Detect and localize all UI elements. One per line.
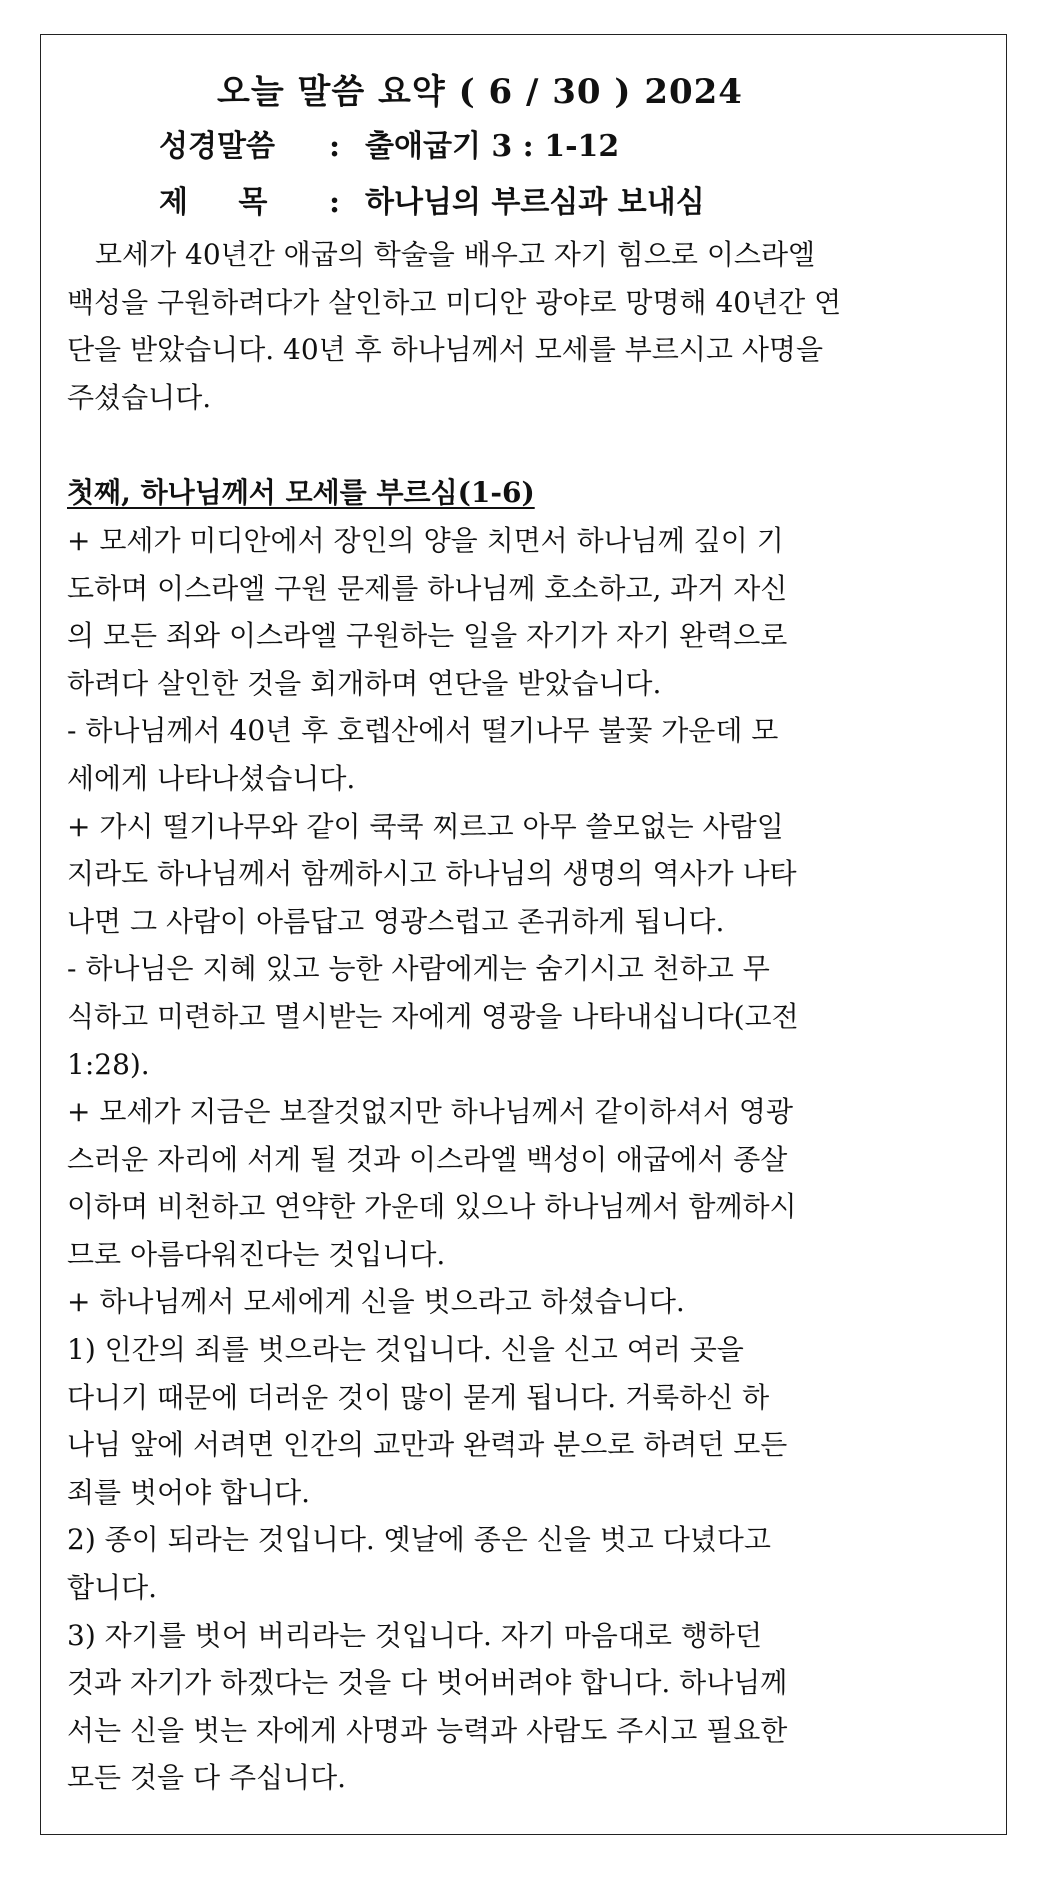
- subject-value: 하나님의 부르심과 보내심: [365, 185, 705, 220]
- body-line: 지라도 하나님께서 함께하시고 하나님의 생명의 역사가 나타: [67, 857, 797, 891]
- section-title: 첫째, 하나님께서 모세를 부르심(1-6): [67, 476, 535, 510]
- subject-row: [159, 175, 982, 231]
- body-line: + 하나님께서 모세에게 신을 벗으라고 하셨습니다.: [67, 1285, 685, 1319]
- body-line: 합니다.: [67, 1571, 158, 1605]
- intro-line: 모세가 40년간 애굽의 학술을 배우고 자기 힘으로 이스라엘: [67, 238, 816, 271]
- body-line: + 모세가 미디안에서 장인의 양을 치면서 하나님께 깊이 기: [67, 523, 784, 557]
- subject-colon: :: [329, 185, 341, 220]
- body-line: 것과 자기가 하겠다는 것을 다 벗어버려야 합니다. 하나님께: [67, 1666, 788, 1700]
- body-line: - 하나님은 지혜 있고 능한 사람에게는 숨기시고 천하고 무: [67, 952, 770, 986]
- body-line: 나님 앞에 서려면 인간의 교만과 완력과 분으로 하려던 모든: [67, 1428, 788, 1462]
- body-line: 의 모든 죄와 이스라엘 구원하는 일을 자기가 자기 완력으로: [67, 619, 788, 653]
- subject-label: 제 목: [159, 185, 288, 220]
- body-line: 1:28).: [67, 1047, 150, 1081]
- intro-paragraph: [67, 231, 982, 421]
- intro-line: 주셨습니다.: [67, 380, 212, 414]
- body-line: 2) 종이 되라는 것입니다. 옛날에 종은 신을 벗고 다녔다고: [67, 1523, 771, 1557]
- scripture-value: 출애굽기 3 : 1-12: [365, 129, 620, 164]
- body-line: 하려다 살인한 것을 회개하며 연단을 받았습니다.: [67, 666, 662, 700]
- body-line: 서는 신을 벗는 자에게 사명과 능력과 사람도 주시고 필요한: [67, 1713, 788, 1747]
- section-body: [67, 517, 982, 1802]
- body-line: 모든 것을 다 주십니다.: [67, 1761, 347, 1795]
- body-line: 식하고 미련하고 멸시받는 자에게 영광을 나타내십니다(고전: [67, 999, 799, 1033]
- body-line: 죄를 벗어야 합니다.: [67, 1475, 311, 1509]
- intro-line: 백성을 구원하려다가 살인하고 미디안 광야로 망명해 40년간 연: [67, 285, 842, 319]
- page-title: 오늘 말씀 요약 ( 6 / 30 ) 2024: [217, 72, 743, 112]
- scripture-colon: :: [329, 129, 341, 164]
- body-line: + 가시 떨기나무와 같이 쿡쿡 찌르고 아무 쓸모없는 사람일: [67, 809, 784, 843]
- body-line: 다니기 때문에 더러운 것이 많이 묻게 됩니다. 거룩하신 하: [67, 1380, 770, 1414]
- body-line: 므로 아름다워진다는 것입니다.: [67, 1237, 446, 1271]
- body-line: 스러운 자리에 서게 될 것과 이스라엘 백성이 애굽에서 종살: [67, 1142, 788, 1176]
- body-line: 나면 그 사람이 아름답고 영광스럽고 존귀하게 됩니다.: [67, 904, 725, 938]
- sermon-summary: [67, 65, 982, 1802]
- bulletin-frame: [40, 34, 1007, 1835]
- scripture-label: 성경말씀: [159, 129, 275, 164]
- body-line: 도하며 이스라엘 구원 문제를 하나님께 호소하고, 과거 자신: [67, 571, 788, 605]
- intro-line: 단을 받았습니다. 40년 후 하나님께서 모세를 부르시고 사명을: [67, 333, 823, 367]
- body-line: - 하나님께서 40년 후 호렙산에서 떨기나무 불꽃 가운데 모: [67, 714, 779, 748]
- scripture-row: [159, 119, 982, 175]
- body-line: 1) 인간의 죄를 벗으라는 것입니다. 신을 신고 여러 곳을: [67, 1333, 744, 1367]
- body-line: + 모세가 지금은 보잘것없지만 하나님께서 같이하셔서 영광: [67, 1095, 794, 1129]
- body-line: 세에게 나타나셨습니다.: [67, 761, 356, 795]
- body-line: 3) 자기를 벗어 버리라는 것입니다. 자기 마음대로 행하던: [67, 1618, 762, 1652]
- paragraph-gap: [67, 421, 982, 469]
- body-line: 이하며 비천하고 연약한 가운데 있으나 하나님께서 함께하시: [67, 1190, 797, 1224]
